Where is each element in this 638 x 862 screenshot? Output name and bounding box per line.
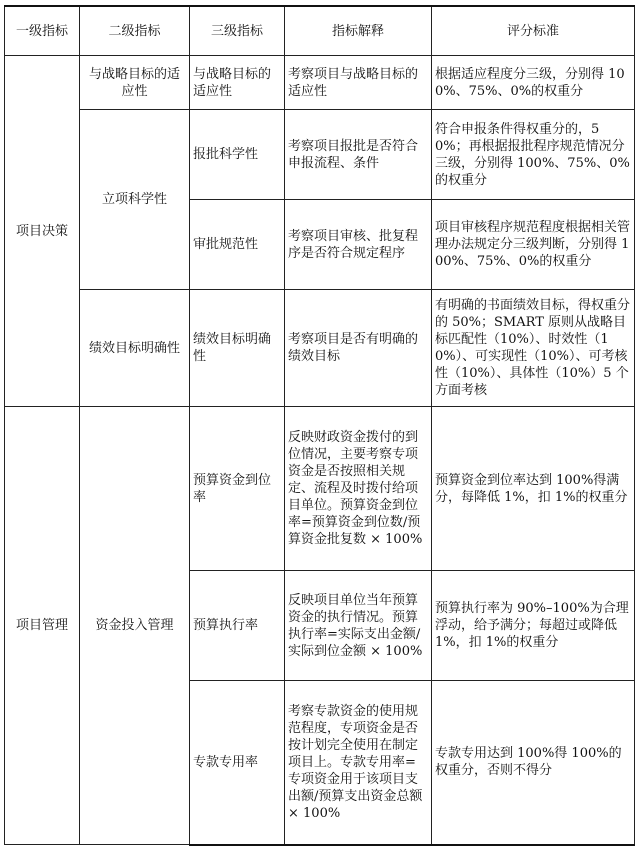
description-cell: 考察项目报批是否符合申报流程、条件 bbox=[285, 110, 432, 200]
description-cell: 反映项目单位当年预算资金的执行情况。预算执行率=实际支出金额/实际到位金额 × 100% bbox=[285, 571, 432, 681]
level3-cell: 审批规范性 bbox=[190, 200, 285, 290]
description-cell: 考察项目审核、批复程序是否符合规定程序 bbox=[285, 200, 432, 290]
level3-cell: 报批科学性 bbox=[190, 110, 285, 200]
scoring-cell: 预算资金到位率达到 100%得满分，每降低 1%，扣 1%的权重分 bbox=[432, 407, 635, 571]
table-header-row bbox=[5, 6, 635, 56]
header-level1: 一级指标 bbox=[5, 6, 80, 56]
level3-cell: 专款专用率 bbox=[190, 681, 285, 845]
header-level2: 二级指标 bbox=[80, 6, 190, 56]
description-cell: 考察项目是否有明确的绩效目标 bbox=[285, 290, 432, 407]
table-row bbox=[5, 56, 635, 110]
indicator-table bbox=[4, 5, 635, 846]
table-row bbox=[5, 407, 635, 571]
level3-cell: 预算执行率 bbox=[190, 571, 285, 681]
scoring-cell: 根据适应程度分三级，分别得 100%、75%、0%的权重分 bbox=[432, 56, 635, 110]
header-level3: 三级指标 bbox=[190, 6, 285, 56]
scoring-cell: 专款专用达到 100%得 100%的权重分，否则不得分 bbox=[432, 681, 635, 845]
level2-cell: 资金投入管理 bbox=[80, 407, 190, 845]
description-cell: 反映财政资金拨付的到位情况，主要考察专项资金是否按照相关规定、流程及时拨付给项目单位。预算资金到位率=预算资金到位数/预算资金批复数 × 100% bbox=[285, 407, 432, 571]
header-description: 指标解释 bbox=[285, 6, 432, 56]
table-row bbox=[5, 290, 635, 407]
level3-cell: 预算资金到位率 bbox=[190, 407, 285, 571]
level1-cell: 项目决策 bbox=[5, 56, 80, 407]
scoring-cell: 符合申报条件得权重分的，50%；再根据报批程序规范情况分三级，分别得 100%、75%、0%的权重分 bbox=[432, 110, 635, 200]
level2-cell: 立项科学性 bbox=[80, 110, 190, 290]
table-row bbox=[5, 110, 635, 200]
level2-cell: 与战略目标的适应性 bbox=[80, 56, 190, 110]
level3-cell: 绩效目标明确性 bbox=[190, 290, 285, 407]
description-cell: 考察项目与战略目标的适应性 bbox=[285, 56, 432, 110]
description-cell: 考察专款资金的使用规范程度，专项资金是否按计划完全使用在制定项目上。专款专用率=专项资金用于该项目支出额/预算支出资金总额 × 100% bbox=[285, 681, 432, 845]
level2-cell: 绩效目标明确性 bbox=[80, 290, 190, 407]
scoring-cell: 有明确的书面绩效目标，得权重分的 50%；SMART 原则从战略目标匹配性（10%）、时效性（10%）、可实现性（10%）、可考核性（10%）、具体性（10%）5 个方面考核 bbox=[432, 290, 635, 407]
scoring-cell: 项目审核程序规范程度根据相关管理办法规定分三级判断，分别得 100%、75%、0%的权重分 bbox=[432, 200, 635, 290]
level1-cell: 项目管理 bbox=[5, 407, 80, 845]
header-scoring: 评分标准 bbox=[432, 6, 635, 56]
level3-cell: 与战略目标的适应性 bbox=[190, 56, 285, 110]
scoring-cell: 预算执行率为 90%–100%为合理浮动，给予满分；每超过或降低 1%，扣 1%的权重分 bbox=[432, 571, 635, 681]
